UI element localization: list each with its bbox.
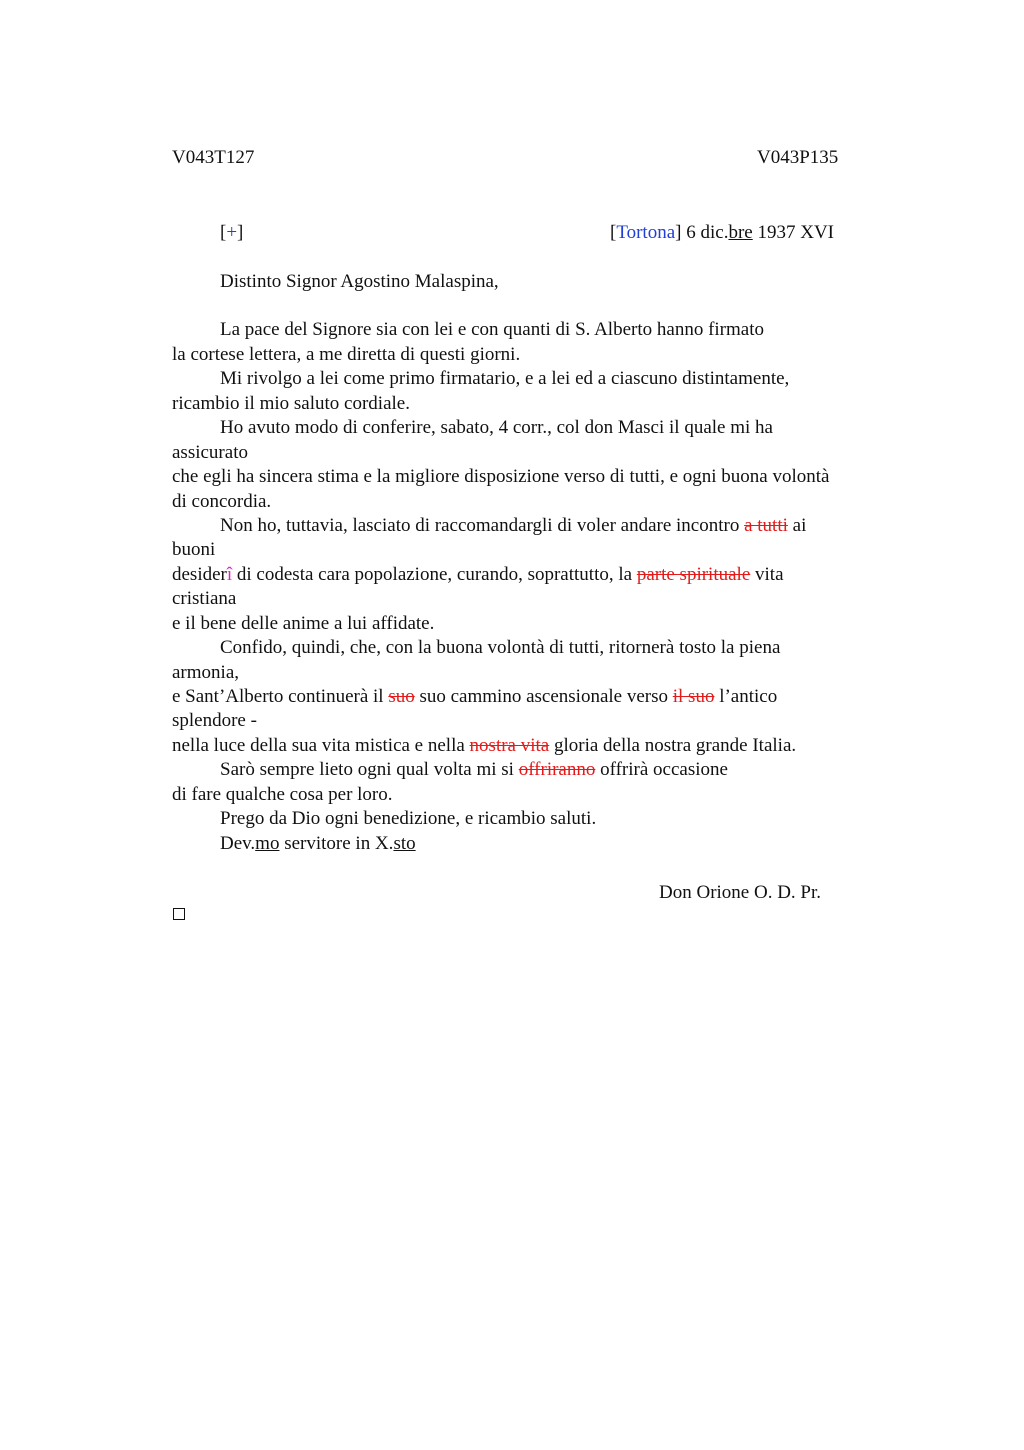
editorial-accent: î — [226, 564, 233, 585]
dateline — [610, 221, 834, 245]
signature: Don Orione O. D. Pr. — [659, 882, 822, 903]
body-line — [172, 685, 777, 709]
deleted-text: parte spirituale — [636, 564, 751, 585]
cross-bracket-close: ] — [237, 222, 244, 243]
body-line: splendore - — [172, 710, 257, 731]
place-name: Tortona — [616, 222, 676, 243]
body-text: gloria della nostra grande Italia. — [553, 735, 797, 756]
deleted-text: offriranno — [518, 759, 596, 780]
body-line — [172, 563, 784, 587]
body-line: Confido, quindi, che, con la buona volontà di tutti, ritornerà tosto la piena — [220, 637, 781, 658]
body-text: servitore in X. — [284, 833, 394, 854]
body-text: di codesta cara popolazione, curando, soprattutto, la — [236, 564, 633, 585]
body-text: vita — [755, 564, 784, 585]
body-line: che egli ha sincera stima e la migliore disposizione verso di tutti, e ogni buona volontà — [172, 466, 830, 487]
place-bracket-close: ] — [675, 222, 682, 243]
body-line: La pace del Signore sia con lei e con quanti di S. Alberto hanno firmato — [220, 319, 764, 340]
body-line: cristiana — [172, 588, 237, 609]
volume-code-right: V043P135 — [757, 147, 839, 168]
deleted-text: nostra vita — [469, 735, 550, 756]
body-text: l’antico — [719, 686, 778, 707]
body-line — [172, 734, 796, 758]
body-text: nella luce della sua vita mistica e nella — [172, 735, 465, 756]
closing-line — [220, 832, 416, 856]
date-sup: bre — [728, 222, 753, 243]
abbreviation-sup: sto — [393, 833, 416, 854]
body-line: assicurato — [172, 442, 248, 463]
deleted-text: a tutti — [744, 515, 788, 536]
body-text: ai — [792, 515, 807, 536]
abbreviation-sup: mo — [255, 833, 280, 854]
cross-symbol: + — [226, 222, 238, 243]
date-suffix: 1937 XVI — [757, 222, 834, 243]
body-line: di concordia. — [172, 491, 272, 512]
body-text: suo cammino ascensionale verso — [419, 686, 668, 707]
body-line — [220, 758, 728, 782]
body-line: Ho avuto modo di conferire, sabato, 4 corr., col don Masci il quale mi ha — [220, 417, 773, 438]
body-line: Prego da Dio ogni benedizione, e ricambio saluti. — [220, 808, 597, 829]
cross-mark — [220, 221, 243, 245]
body-line: Mi rivolgo a lei come primo firmatario, e a lei ed a ciascuno distintamente, — [220, 368, 790, 389]
body-line: armonia, — [172, 662, 240, 683]
body-text: offrirà occasione — [600, 759, 728, 780]
body-line: di fare qualche cosa per loro. — [172, 784, 393, 805]
place-bracket-open: [ — [610, 222, 617, 243]
body-line: buoni — [172, 539, 216, 560]
body-text: Sarò sempre lieto ogni qual volta mi si — [220, 759, 514, 780]
body-line — [220, 514, 806, 538]
body-text: Dev. — [220, 833, 256, 854]
cross-bracket-open: [ — [220, 222, 227, 243]
square-box-icon — [173, 908, 185, 920]
salutation: Distinto Signor Agostino Malaspina, — [220, 271, 499, 292]
body-text: Non ho, tuttavia, lasciato di raccomandargli di voler andare incontro — [220, 515, 740, 536]
deleted-text: suo — [388, 686, 415, 707]
body-text: e Sant’Alberto continuerà il — [172, 686, 384, 707]
volume-code-left: V043T127 — [172, 147, 255, 168]
body-line: la cortese lettera, a me diretta di questi giorni. — [172, 344, 521, 365]
date-prefix: 6 dic. — [686, 222, 729, 243]
body-text: desider — [172, 564, 227, 585]
body-line: ricambio il mio saluto cordiale. — [172, 393, 410, 414]
body-line: e il bene delle anime a lui affidate. — [172, 613, 435, 634]
deleted-text: il suo — [672, 686, 715, 707]
